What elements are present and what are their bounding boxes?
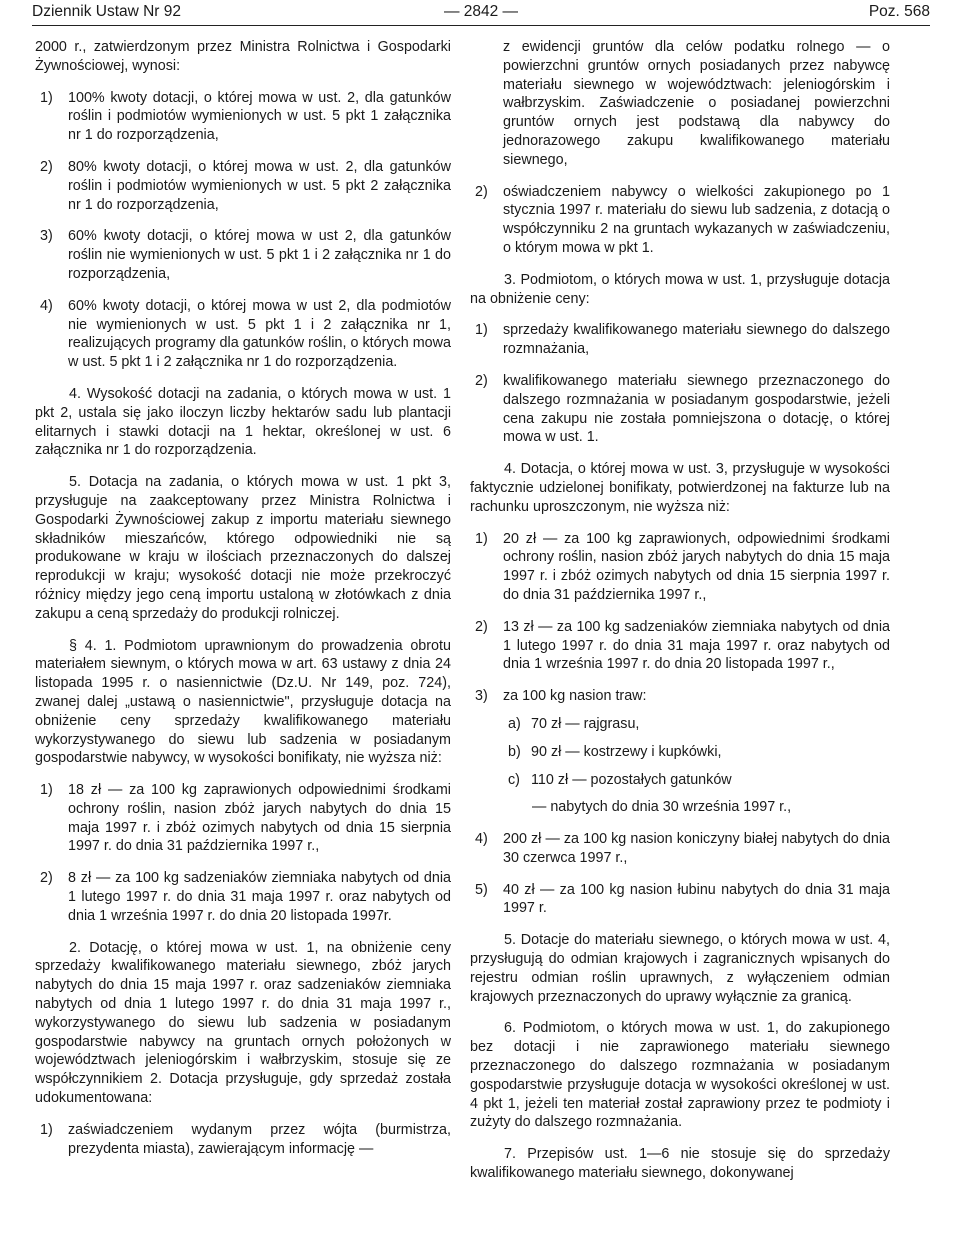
- paragraph: 2. Dotację, o której mowa w ust. 1, na obniżenie ceny sprzedaży kwalifikowanego materiału siewnego, zbóż jarych nabytych do dnia 15 maja 1997 r. oraz sadzeniaków ziemniaka nabytych od dnia 1 lutego 1997 r. do dnia 31 maja 1997 r., wykorzystywanego do siewu lub sadzenia w posiadanym gospodarstwie nabywcy na gruntach ornych położonych w województwach jeleniogórskim i wałbrzyskim, stosuje się ze współczynnikiem 2. Dotacja przysługuje, gdy sprzedaż została udokumentowana:: [35, 939, 451, 1107]
- list-item: 1) 100% kwoty dotacji, o której mowa w ust. 2, dla gatunków roślin i podmiotów wymienionych w ust. 5 pkt 1 załącznika nr 1 do rozporządzenia,: [40, 89, 451, 144]
- list-item: 2) 13 zł — za 100 kg sadzeniaków ziemniaka nabytych od dnia 1 lutego 1997 r. do dnia 31 maja 1997 r. oraz nabytych od dnia 1 września 1997 r. do dnia 20 listopada 1997 r.,: [475, 618, 890, 673]
- page-number: — 2842 —: [443, 3, 519, 20]
- list-item: 1) 18 zł — za 100 kg zaprawionych odpowiednimi środkami ochrony roślin, nasion zbóż jarych nabytych do dnia 15 maja 1997 r. i zbóż ozimych nabytych od dnia 15 sierpnia 1997 r. do dnia 31 października 1997 r.,: [40, 782, 451, 855]
- list-item: 3) 60% kwoty dotacji, o której mowa w ust 2, dla gatunków roślin nie wymienionych w ust. 5 pkt 1 i 2 załącznika nr 1 do rozporządzenia,: [40, 228, 451, 282]
- left-column: [35, 38, 451, 1171]
- header-rule: [32, 25, 930, 26]
- list-item: 4) 60% kwoty dotacji, o której mowa w ust 2, dla podmiotów nie wymienionych w ust. 5 pkt 1 i 2 załącznika nr 1, realizujących programy dla gatunków roślin, o których mowa w ust. 5 pkt 1 i 2 załącznika nr 1 do rozporządzenia.: [40, 297, 451, 371]
- list-item: 1) zaświadczeniem wydanym przez wójta (burmistrza, prezydenta miasta), zawierającym informację —: [40, 1121, 451, 1157]
- dash-line: — nabytych do dnia 30 września 1997 r.,: [532, 799, 792, 816]
- sub-list-item: a) 70 zł — rajgrasu,: [508, 715, 640, 732]
- paragraph-continuation: z ewidencji gruntów dla celów podatku rolnego — o powierzchni gruntów ornych posiadanych przez nabywcę materiału siewnego w województwach: jeleniogórskim i wałbrzyskim. Zaświadczenie o posiadanej powierzchni gruntów ornych jest podstawą dla nabywcy do jednorazowego zakupu kwalifikowanego materiału siewnego,: [503, 39, 890, 168]
- section-paragraph: § 4. 1. Podmiotom uprawnionym do prowadzenia obrotu materiałem siewnym, o których mowa w art. 63 ustawy z dnia 24 listopada 1995 r. o nasiennictwie (Dz.U. Nr 149, poz. 724), zwanej dalej „ustawą o nasiennictwie", przysługuje dotacja na obniżenie ceny sprzedaży kwalifikowanego materiału wykorzystywanego do siewu lub sadzenia w posiadanym gospodarstwie nabywcy, w wysokości bonifikaty, nie wyższa niż:: [35, 637, 451, 767]
- list-item: 4) 200 zł — za 100 kg nasion koniczyny białej nabytych do dnia 30 czerwca 1997 r.,: [475, 831, 890, 866]
- position-number: Poz. 568: [868, 3, 930, 20]
- paragraph: 5. Dotacje do materiału siewnego, o których mowa w ust. 4, przysługują do odmian krajowych i zagranicznych wpisanych do rejestru odmian roślin uprawnych, z wyłączeniem odmian krajowych przeznaczonych do uprawy wyłącznie za granicą.: [470, 932, 890, 1005]
- page-header: [32, 3, 930, 27]
- paragraph: 2000 r., zatwierdzonym przez Ministra Rolnictwa i Gospodarki Żywnościowej, wynosi:: [35, 39, 451, 74]
- list-item: 2) 80% kwoty dotacji, o której mowa w ust. 2, dla gatunków roślin i podmiotów wymienionych w ust. 5 pkt 2 załącznika nr 1 do rozporządzenia,: [40, 158, 451, 213]
- paragraph: 7. Przepisów ust. 1—6 nie stosuje się do sprzedaży kwalifikowanego materiału siewnego, dokonywanej: [470, 1146, 890, 1182]
- list-item: 3) za 100 kg nasion traw:: [475, 688, 647, 705]
- list-item: 1) 20 zł — za 100 kg zaprawionych, odpowiednimi środkami ochrony roślin, nasion zbóż jarych nabytych do dnia 15 maja 1997 r. i zbóż ozimych nabytych od dnia 15 sierpnia 1997 r. do dnia 31 października 1997 r.,: [475, 530, 890, 603]
- list-item: 5) 40 zł — za 100 kg nasion łubinu nabytych do dnia 31 maja 1997 r.: [475, 881, 890, 917]
- list-item: 2) kwalifikowanego materiału siewnego przeznaczonego do dalszego rozmnażania w posiadanym gospodarstwie, jeżeli cena zakupu nie została pomniejszona o dotację, o której mowa w ust. 1.: [475, 372, 890, 446]
- right-column: [470, 38, 890, 1196]
- journal-title: Dziennik Ustaw Nr 92: [32, 3, 182, 20]
- paragraph: 5. Dotacja na zadania, o których mowa w ust. 1 pkt 3, przysługuje na zaakceptowany przez Ministra Rolnictwa i Gospodarki Żywnościowej zakup z importu materiału siewnego składników mieszańców, którego odpowiedniki nie są produkowane w kraju w ilościach przeznaczonych do dalszej reprodukcji w kraju; wysokość dotacji nie może przekroczyć różnicy między jego ceną importu ustaloną w złotówkach z dnia zakupu a ceną sprzedaży do produkcji rolniczej.: [35, 474, 451, 622]
- sub-list-item: b) 90 zł — kostrzewy i kupkówki,: [508, 743, 722, 760]
- paragraph: 4. Dotacja, o której mowa w ust. 3, przysługuje w wysokości faktycznie udzielonej bonifikaty, potwierdzonej na fakturze lub na rachunku uproszczonym, nie wyższa niż:: [470, 461, 890, 515]
- paragraph: 4. Wysokość dotacji na zadania, o których mowa w ust. 1 pkt 2, ustala się jako iloczyn liczby hektarów sadu lub plantacji elitarnych i stawki dotacji na 1 hektar, określonej w ust. 6 załącznika nr 1 do rozporządzenia.: [35, 385, 451, 459]
- list-item: 2) oświadczeniem nabywcy o wielkości zakupionego po 1 stycznia 1997 r. materiału do siewu lub sadzenia, z dotacją o współczynniku 2 na gruntach wykazanych w zaświadczeniu, o którym mowa w pkt 1.: [475, 183, 890, 256]
- paragraph: 3. Podmiotom, o których mowa w ust. 1, przysługuje dotacja na obniżenie ceny:: [470, 271, 890, 307]
- list-item: 2) 8 zł — za 100 kg sadzeniaków ziemniaka nabytych od dnia 1 lutego 1997 r. do dnia 31 maja 1997 r. oraz nabytych od dnia 1 września 1997 r. do dnia 20 listopada 1997r.: [40, 870, 451, 924]
- list-item: 1) sprzedaży kwalifikowanego materiału siewnego do dalszego rozmnażania,: [475, 322, 890, 358]
- paragraph: 6. Podmiotom, o których mowa w ust. 1, do zakupionego bez dotacji i nie zaprawionego materiału siewnego przeznaczonego do dalszego rozmnażania w posiadanym gospodarstwie przysługuje dotacja w wysokości określonej w ust. 4 pkt 1, jeżeli ten materiał został zaprawiony przez te podmioty i zużyty do dalszego rozmnażania.: [470, 1020, 890, 1131]
- sub-list-item: c) 110 zł — pozostałych gatunków: [508, 771, 732, 788]
